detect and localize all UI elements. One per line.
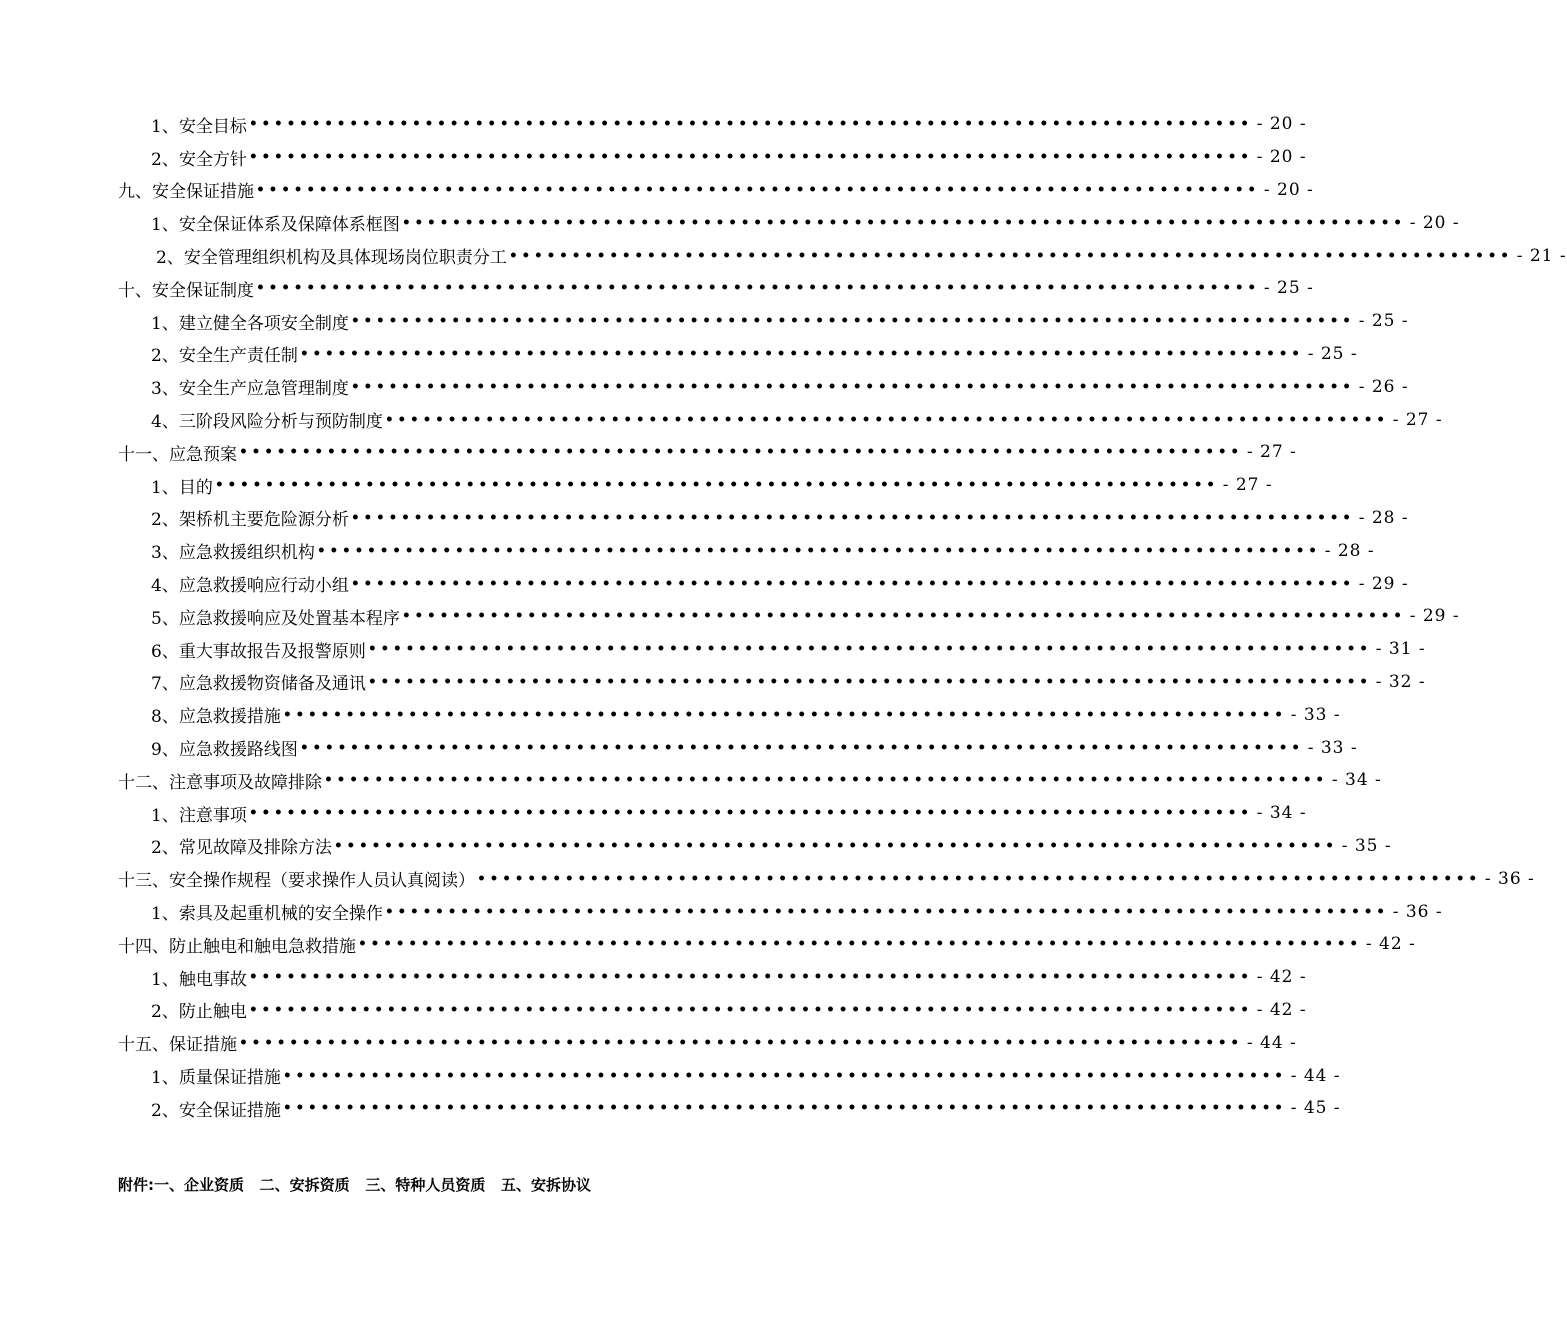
toc-dot-leader: •••••••••••••••••••••••••••••••••••••••••••••••••••••••••••••••••••••••••••••••• (248, 149, 1253, 166)
toc-entry-page: - 36 - (1484, 868, 1535, 889)
toc-entry[interactable] (118, 338, 1358, 371)
toc-entry-page: - 27 - (1392, 409, 1443, 430)
table-of-contents (118, 108, 1567, 1125)
toc-entry-label: 十三、安全操作规程（要求操作人员认真阅读） (118, 871, 475, 892)
toc-dot-leader: •••••••••••••••••••••••••••••••••••••••••••••••••••••••••••••••••••••••••••••••• (248, 805, 1253, 822)
toc-entry-page: - 44 - (1246, 1032, 1297, 1053)
toc-entry-page: - 45 - (1290, 1098, 1341, 1119)
toc-entry[interactable] (118, 272, 1314, 305)
toc-entry-page: - 31 - (1375, 639, 1426, 660)
toc-entry-page: - 27 - (1246, 442, 1297, 463)
toc-entry-page: - 21 - (1516, 245, 1567, 266)
toc-entry-page: - 20 - (1263, 179, 1314, 200)
toc-entry[interactable] (118, 1092, 1341, 1125)
toc-dot-leader: •••••••••••••••••••••••••••••••••••••••••••••••••••••••••••••••••••••••••••••••• (316, 542, 1321, 559)
toc-entry[interactable] (118, 1026, 1297, 1059)
toc-entry-label: 6、重大事故报告及报警原则 (151, 641, 366, 662)
toc-entry-label: 1、安全保证体系及保障体系框图 (151, 215, 400, 236)
toc-entry-page: - 25 - (1358, 311, 1409, 332)
toc-dot-leader: •••••••••••••••••••••••••••••••••••••••••••••••••••••••••••••••••••••••••••••••• (248, 116, 1253, 133)
toc-entry[interactable] (118, 830, 1392, 863)
toc-entry-label: 1、索具及起重机械的安全操作 (151, 904, 383, 925)
toc-entry-page: - 28 - (1358, 507, 1409, 528)
toc-entry[interactable] (118, 1059, 1341, 1092)
toc-entry-label: 十四、防止触电和触电急救措施 (118, 936, 356, 957)
toc-entry[interactable] (118, 502, 1409, 535)
toc-entry-label: 2、架桥机主要危险源分析 (151, 510, 349, 531)
toc-entry-label: 2、防止触电 (151, 1002, 247, 1023)
toc-entry[interactable] (118, 370, 1409, 403)
toc-entry-page: - 42 - (1365, 934, 1416, 955)
toc-dot-leader: •••••••••••••••••••••••••••••••••••••••••••••••••••••••••••••••••••••••••••••••• (477, 870, 1481, 887)
toc-entry-label: 1、安全目标 (151, 116, 247, 137)
toc-dot-leader: •••••••••••••••••••••••••••••••••••••••••••••••••••••••••••••••••••••••••••••••• (401, 214, 1406, 231)
toc-entry-label: 十二、注意事项及故障排除 (118, 772, 322, 793)
toc-entry-label: 3、应急救援组织机构 (151, 543, 315, 564)
toc-dot-leader: •••••••••••••••••••••••••••••••••••••••••••••••••••••••••••••••••••••••••••••••• (384, 411, 1389, 428)
toc-entry[interactable] (118, 797, 1307, 830)
toc-entry-label: 5、应急救援响应及处置基本程序 (151, 608, 400, 629)
toc-entry-label: 1、目的 (151, 477, 213, 498)
toc-entry-label: 4、应急救援响应行动小组 (151, 576, 349, 597)
toc-dot-leader: •••••••••••••••••••••••••••••••••••••••••••••••••••••••••••••••••••••••••••••••• (350, 378, 1355, 395)
toc-entry[interactable] (118, 174, 1314, 207)
toc-entry-label: 3、安全生产应急管理制度 (151, 379, 349, 400)
toc-entry-label: 4、三阶段风险分析与预防制度 (151, 412, 383, 433)
toc-dot-leader: •••••••••••••••••••••••••••••••••••••••••••••••••••••••••••••••••••••••••••••••• (248, 969, 1253, 986)
toc-entry-page: - 44 - (1290, 1065, 1341, 1086)
toc-dot-leader: •••••••••••••••••••••••••••••••••••••••••••••••••••••••••••••••••••••••••••••••• (333, 837, 1338, 854)
toc-dot-leader: •••••••••••••••••••••••••••••••••••••••••••••••••••••••••••••••••••••••••••••••• (256, 181, 1260, 198)
toc-dot-leader: •••••••••••••••••••••••••••••••••••••••••••••••••••••••••••••••••••••••••••••••• (508, 247, 1513, 264)
toc-entry[interactable] (118, 141, 1307, 174)
toc-entry-label: 2、常见故障及排除方法 (151, 838, 332, 859)
toc-entry-page: - 34 - (1331, 770, 1382, 791)
toc-dot-leader: •••••••••••••••••••••••••••••••••••••••••••••••••••••••••••••••••••••••••••••••• (401, 608, 1406, 625)
toc-entry[interactable] (118, 928, 1416, 961)
toc-entry-label: 9、应急救援路线图 (151, 740, 298, 761)
toc-entry-page: - 42 - (1256, 967, 1307, 988)
toc-entry[interactable] (118, 994, 1307, 1027)
toc-entry[interactable] (118, 764, 1382, 797)
toc-dot-leader: •••••••••••••••••••••••••••••••••••••••••••••••••••••••••••••••••••••••••••••••• (239, 444, 1243, 461)
toc-dot-leader: •••••••••••••••••••••••••••••••••••••••••••••••••••••••••••••••••••••••••••••••• (350, 575, 1355, 592)
toc-entry[interactable] (118, 469, 1273, 502)
toc-entry-page: - 32 - (1375, 671, 1426, 692)
toc-entry-page: - 20 - (1256, 114, 1307, 135)
toc-entry[interactable] (118, 633, 1426, 666)
toc-entry-label: 2、安全管理组织机构及具体现场岗位职责分工 (156, 248, 507, 269)
toc-entry[interactable] (118, 436, 1297, 469)
toc-dot-leader: •••••••••••••••••••••••••••••••••••••••••••••••••••••••••••••••••••••••••••••••• (367, 673, 1372, 690)
toc-entry-label: 1、建立健全各项安全制度 (151, 313, 349, 334)
toc-entry[interactable] (118, 731, 1358, 764)
toc-dot-leader: •••••••••••••••••••••••••••••••••••••••••••••••••••••••••••••••••••••••••••••••• (239, 1034, 1243, 1051)
toc-entry-label: 1、注意事项 (151, 805, 247, 826)
toc-entry-page: - 34 - (1256, 803, 1307, 824)
appendix-line: 附件:一、企业资质 二、安拆资质 三、特种人员资质 五、安拆协议 (118, 1176, 592, 1194)
toc-entry-page: - 25 - (1307, 343, 1358, 364)
toc-entry-page: - 27 - (1222, 475, 1273, 496)
toc-entry-page: - 26 - (1358, 376, 1409, 397)
toc-entry-label: 十五、保证措施 (118, 1035, 237, 1056)
toc-entry-label: 8、应急救援措施 (151, 707, 281, 728)
toc-dot-leader: •••••••••••••••••••••••••••••••••••••••••••••••••••••••••••••••••••••••••••••••• (299, 345, 1304, 362)
toc-entry[interactable] (118, 600, 1460, 633)
toc-entry-label: 2、安全方针 (151, 149, 247, 170)
toc-entry-label: 1、质量保证措施 (151, 1068, 281, 1088)
toc-entry-page: - 33 - (1290, 704, 1341, 725)
toc-entry-label: 十、安全保证制度 (118, 280, 254, 301)
toc-dot-leader: •••••••••••••••••••••••••••••••••••••••••••••••••••••••••••••••••••••••••••••••• (350, 509, 1355, 526)
toc-entry-label: 2、安全保证措施 (151, 1100, 281, 1121)
toc-entry-page: - 29 - (1358, 573, 1409, 594)
toc-entry[interactable] (118, 698, 1341, 731)
toc-entry[interactable] (118, 108, 1307, 141)
toc-entry-page: - 36 - (1392, 901, 1443, 922)
toc-dot-leader: •••••••••••••••••••••••••••••••••••••••••••••••••••••••••••••••••••••••••••••••• (282, 1067, 1287, 1084)
toc-entry[interactable] (118, 534, 1375, 567)
toc-entry-label: 十一、应急预案 (118, 444, 237, 465)
toc-entry-page: - 25 - (1263, 278, 1314, 299)
toc-entry-page: - 28 - (1324, 540, 1375, 561)
toc-entry[interactable] (118, 305, 1409, 338)
toc-dot-leader: •••••••••••••••••••••••••••••••••••••••••••••••••••••••••••••••••••••••••••••••• (324, 772, 1328, 789)
toc-entry-page: - 33 - (1307, 737, 1358, 758)
toc-entry-page: - 42 - (1256, 999, 1307, 1020)
toc-entry-page: - 20 - (1409, 212, 1460, 233)
toc-entry[interactable] (118, 567, 1409, 600)
toc-entry[interactable] (118, 895, 1443, 928)
toc-entry-page: - 20 - (1256, 147, 1307, 168)
toc-entry[interactable] (118, 206, 1460, 239)
toc-entry-label: 1、触电事故 (151, 969, 247, 990)
toc-dot-leader: •••••••••••••••••••••••••••••••••••••••••••••••••••••••••••••••••••••••••••••••• (256, 280, 1260, 297)
toc-dot-leader: •••••••••••••••••••••••••••••••••••••••••••••••••••••••••••••••••••••••••••••••• (358, 936, 1362, 953)
toc-dot-leader: •••••••••••••••••••••••••••••••••••••••••••••••••••••••••••••••••••••••••••••••• (282, 706, 1287, 723)
toc-dot-leader: •••••••••••••••••••••••••••••••••••••••••••••••••••••••••••••••••••••••••••••••• (214, 477, 1219, 494)
toc-entry[interactable] (118, 961, 1307, 994)
toc-dot-leader: •••••••••••••••••••••••••••••••••••••••••••••••••••••••••••••••••••••••••••••••• (248, 1001, 1253, 1018)
toc-entry-label: 2、安全生产责任制 (151, 346, 298, 367)
toc-dot-leader: •••••••••••••••••••••••••••••••••••••••••••••••••••••••••••••••••••••••••••••••• (384, 903, 1389, 920)
toc-entry[interactable] (118, 239, 1567, 272)
toc-entry-label: 7、应急救援物资储备及通讯 (151, 674, 366, 695)
toc-entry-label: 九、安全保证措施 (118, 182, 254, 203)
toc-dot-leader: •••••••••••••••••••••••••••••••••••••••••••••••••••••••••••••••••••••••••••••••• (350, 313, 1355, 330)
toc-entry[interactable] (118, 666, 1426, 699)
toc-entry[interactable] (118, 862, 1535, 895)
toc-entry-page: - 29 - (1409, 606, 1460, 627)
toc-entry-page: - 35 - (1341, 835, 1392, 856)
toc-entry[interactable] (118, 403, 1443, 436)
toc-dot-leader: •••••••••••••••••••••••••••••••••••••••••••••••••••••••••••••••••••••••••••••••• (299, 739, 1304, 756)
toc-dot-leader: •••••••••••••••••••••••••••••••••••••••••••••••••••••••••••••••••••••••••••••••• (282, 1100, 1287, 1117)
toc-dot-leader: •••••••••••••••••••••••••••••••••••••••••••••••••••••••••••••••••••••••••••••••• (367, 641, 1372, 658)
